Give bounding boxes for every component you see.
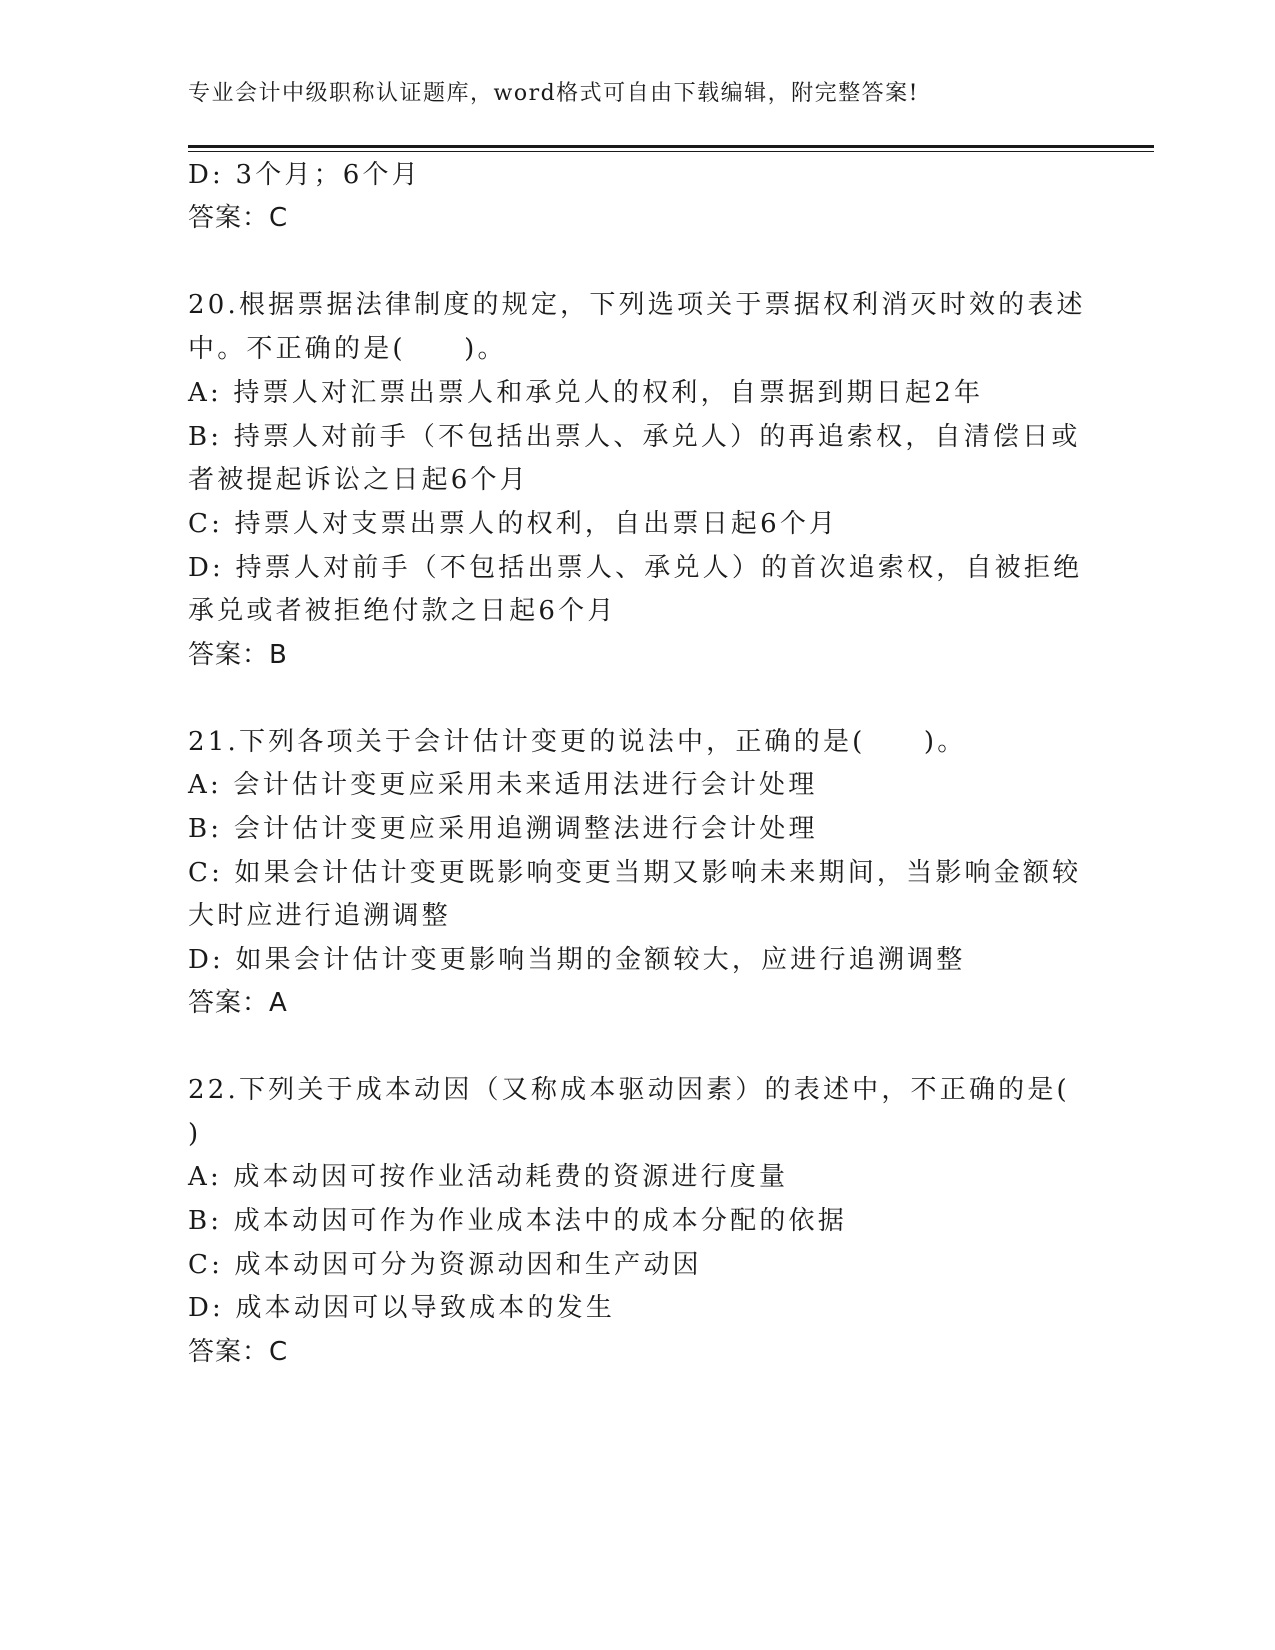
q21-stem: 21.下列各项关于会计估计变更的说法中，正确的是( )。 [188,727,967,757]
q21-answer: 答案：A [188,988,288,1018]
q22-stem-line-2: ) [188,1119,202,1149]
page-header: 专业会计中级职称认证题库，word格式可自由下载编辑，附完整答案! [188,81,920,106]
q21-option-c-line-1: C: 如果会计估计变更既影响变更当期又影响未来期间，当影响金额较 [188,858,1082,888]
q21-option-c-line-2: 大时应进行追溯调整 [188,901,451,931]
q20-option-c: C: 持票人对支票出票人的权利，自出票日起6个月 [188,509,839,539]
prev-answer: 答案：C [188,203,289,233]
q20-option-b-line-1: B: 持票人对前手（不包括出票人、承兑人）的再追索权，自清偿日或 [188,422,1081,452]
q20-option-d-line-1: D: 持票人对前手（不包括出票人、承兑人）的首次追索权，自被拒绝 [188,553,1083,583]
q20-option-b-line-2: 者被提起诉讼之日起6个月 [188,465,529,495]
q22-option-a: A: 成本动因可按作业活动耗费的资源进行度量 [188,1162,789,1192]
q21-option-d: D: 如果会计估计变更影响当期的金额较大，应进行追溯调整 [188,945,966,975]
q20-option-d-line-2: 承兑或者被拒绝付款之日起6个月 [188,596,617,626]
q22-option-b: B: 成本动因可作为作业成本法中的成本分配的依据 [188,1206,847,1236]
q20-answer: 答案：B [188,640,288,670]
q22-option-d: D: 成本动因可以导致成本的发生 [188,1293,616,1323]
q22-option-c: C: 成本动因可分为资源动因和生产动因 [188,1250,702,1280]
q20-stem-line-2: 中。不正确的是( )。 [188,334,507,364]
q21-option-a: A: 会计估计变更应采用未来适用法进行会计处理 [188,770,818,800]
q20-option-a: A: 持票人对汇票出票人和承兑人的权利，自票据到期日起2年 [188,378,984,408]
q20-stem-line-1: 20.根据票据法律制度的规定，下列选项关于票据权利消灭时效的表述 [188,290,1086,320]
header-divider [188,145,1154,152]
q22-answer: 答案：C [188,1337,289,1367]
q21-option-b: B: 会计估计变更应采用追溯调整法进行会计处理 [188,814,818,844]
prev-option-d: D: 3个月；6个月 [188,160,421,190]
q22-stem-line-1: 22.下列关于成本动因（又称成本驱动因素）的表述中，不正确的是( [188,1075,1070,1105]
